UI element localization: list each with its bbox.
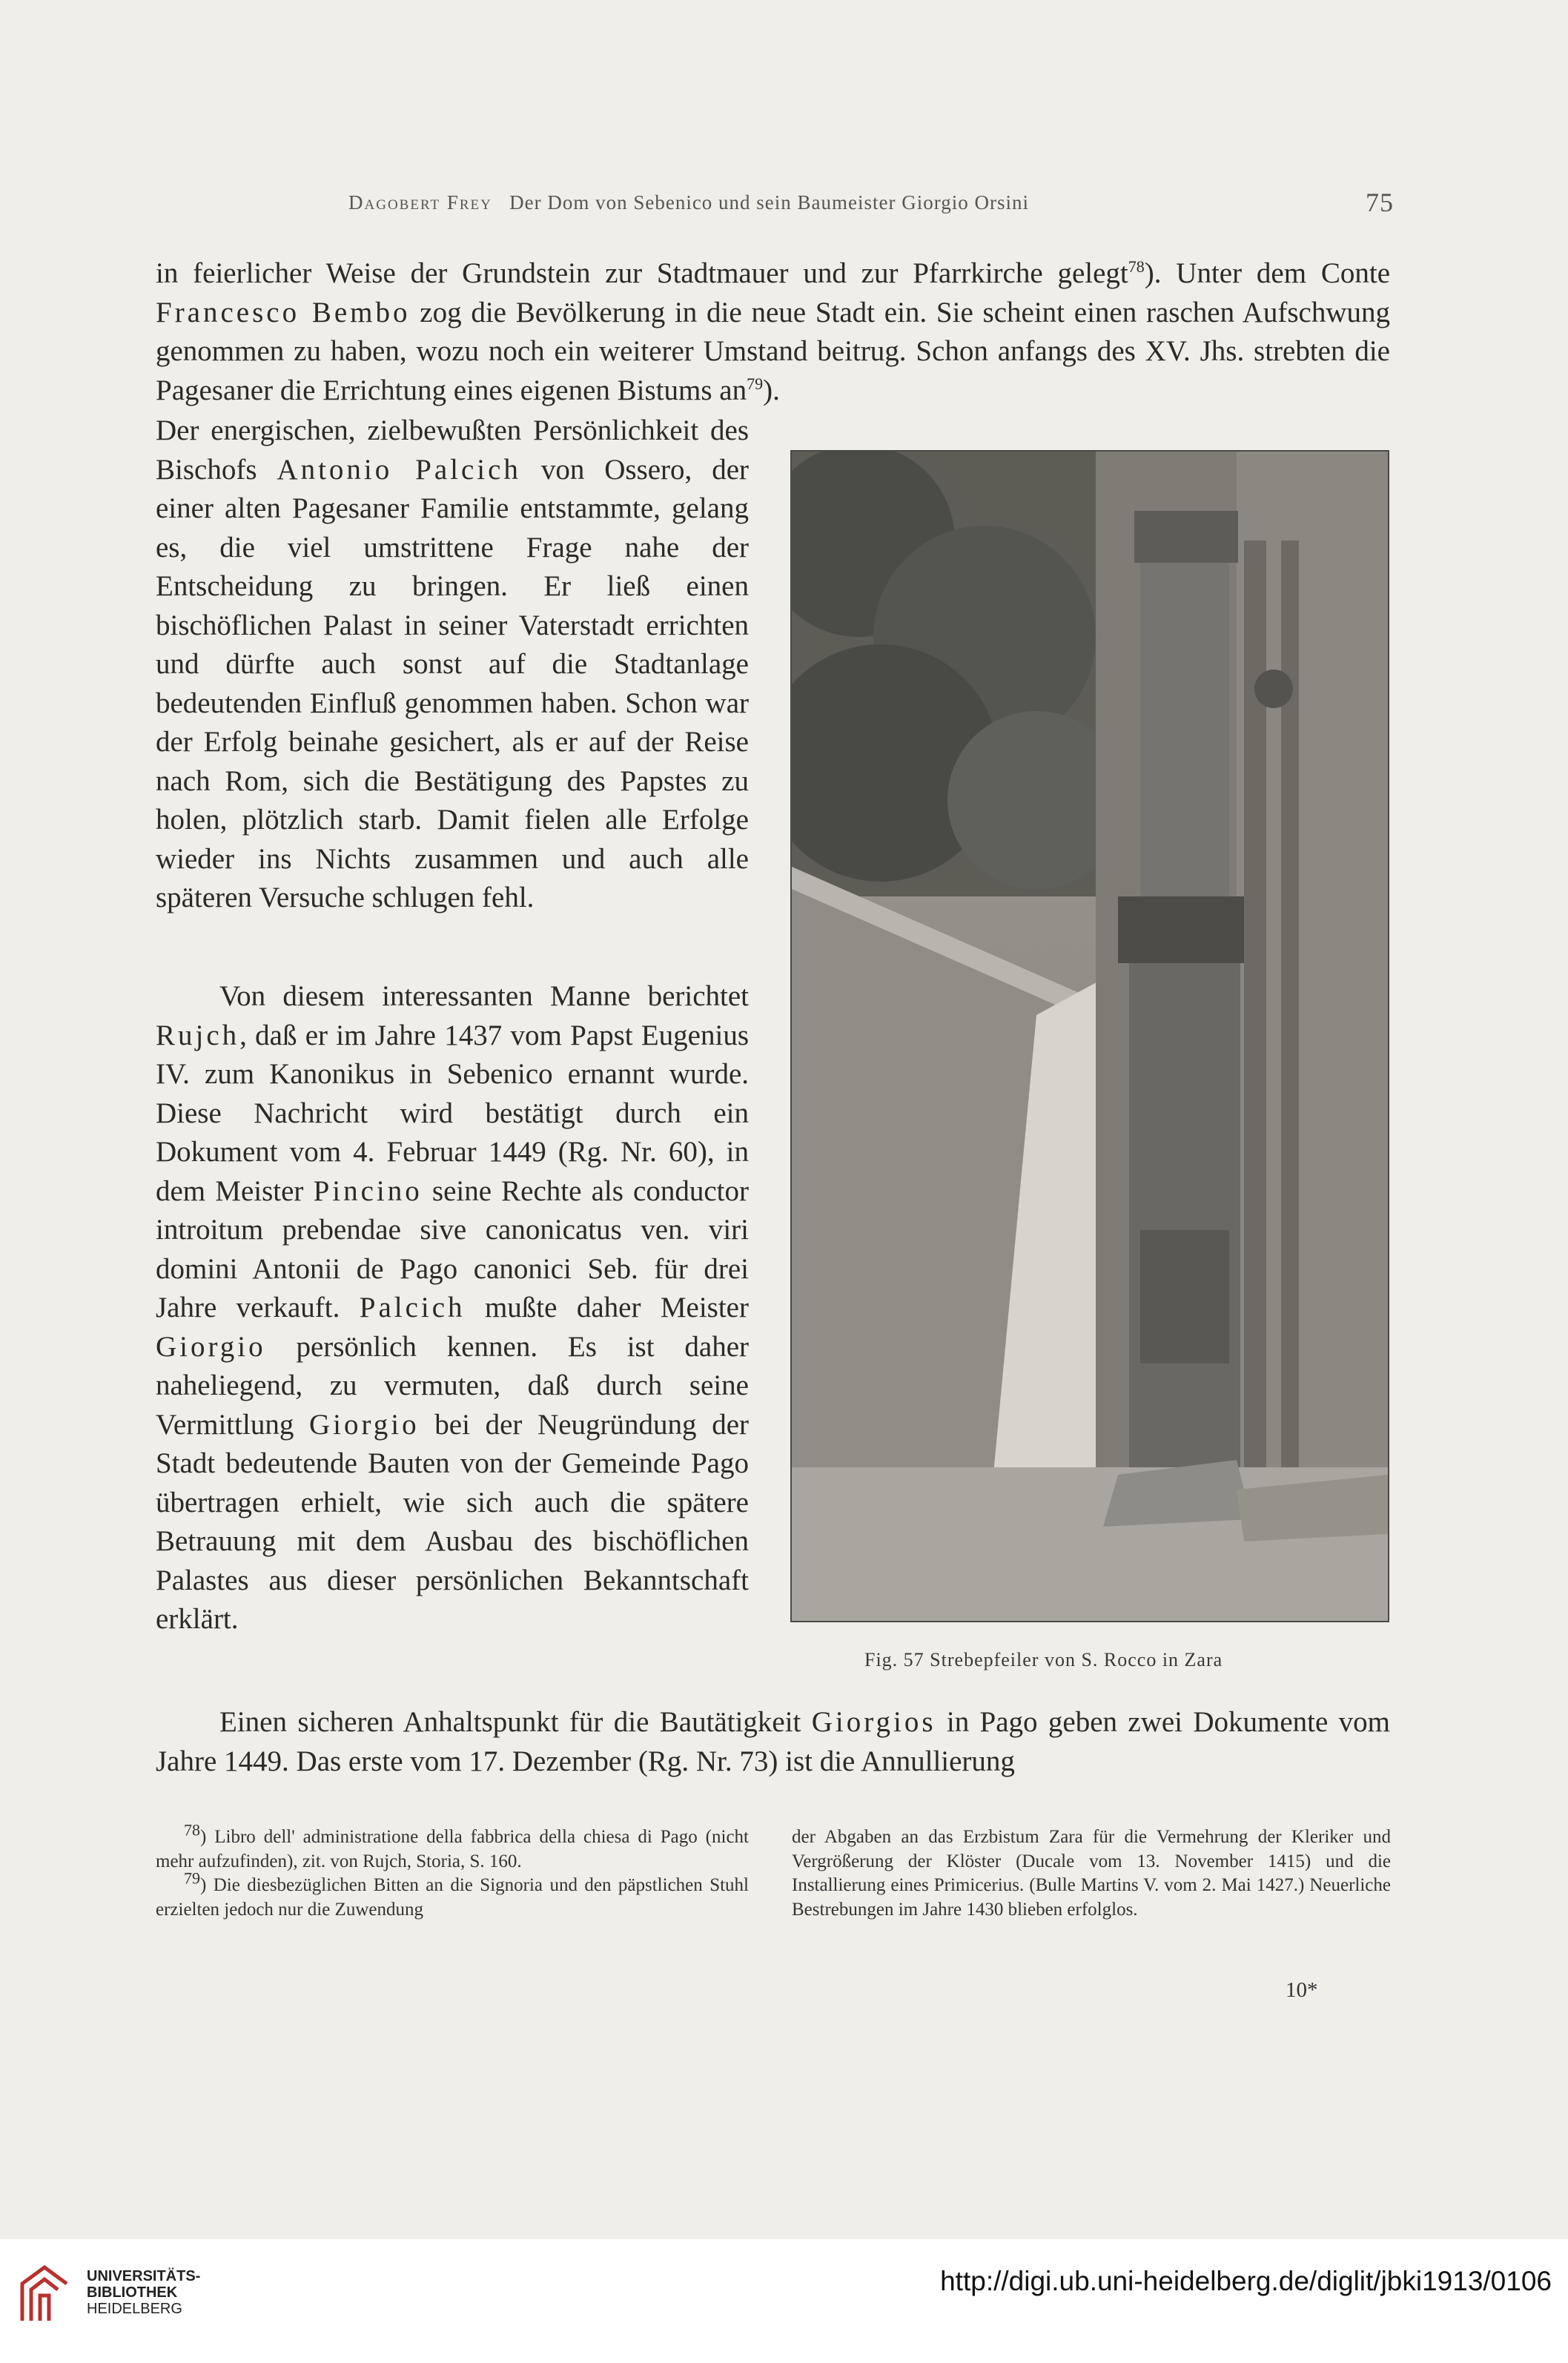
footnote-79: $^{79}$) Die diesbezüglichen Bitten an die Signoria und den päpstlichen Stuhl erzielten jedoch nur die Zuwendung [156,1868,749,1920]
running-header [348,188,1394,217]
carved-head [1254,670,1293,708]
footnote-ref-79[interactable]: 79 [747,374,764,393]
page-number: 75 [1366,188,1394,217]
footnotes-right: der Abgaben an das Erzbistum Zara für die Vermehrung der Kleriker und Vergrößerung der Klöster (Ducale vom 13. November 1415) und die Installierung eines Primicerius. (Bulle Martins V. vom 2. Mai 1427.) Neuerliche Bestrebungen im Jahre 1430 blieben erfolglos. [792,1827,1391,1920]
person-name: Rujch [156,1019,240,1051]
footnote-78: $^{78}$) Libro dell' administratione della fabbrica della chiesa di Pago (nicht mehr aufzufinden), zit. von Rujch, Storia, S. 160. [156,1820,749,1871]
footnote-ref-78[interactable]: 78 [1128,257,1145,276]
buttress-upper [1140,563,1229,911]
footer-bar [0,2239,1568,2363]
person-name: Palcich [359,1292,466,1323]
pinnacle-cap [1134,511,1238,563]
person-name: Pincino [313,1174,423,1207]
person-name: Giorgio [156,1330,266,1363]
person-name: Giorgio [309,1408,420,1441]
footnotes-left [156,1820,749,1922]
person-name: Giorgios [811,1706,936,1738]
capital-ornament [1118,896,1244,963]
paragraph-4: Einen sicheren Anhaltspunkt für die Bautätigkeit Giorgios in Pago geben zwei Dokumente vom Jahre 1449. Das erste vom 17. Dezember (Rg. Nr. 73) ist die Annullierung [156,1706,1390,1777]
signature-mark: 10* [1286,1978,1318,2002]
paragraph-1: in feierlicher Weise der Grundstein zur Stadtmauer und zur Pfarrkirche gelegt$^{78}$). Unter dem Conte Francesco Bembo zog die Bevölkerung in die neue Stadt ein. Sie scheint einen raschen Aufschwung genommen zu haben, wozu noch ein weiterer Umstand beitrug. Schon anfangs des XV. Jhs. strebten die Pagesaner die Errichtung eines eigenen Bistums $an^{79}$). [156,257,1391,406]
person-name: Antonio Palcich [277,453,521,486]
header-title: Der Dom von Sebenico und sein Baumeister Giorgio Orsini [509,191,1030,214]
library-logo-icon[interactable] [15,2261,74,2328]
source-url-link[interactable]: http://digi.ub.uni-heidelberg.de/diglit/jbki1913/0106 [940,2266,1552,2296]
buttress-illustration [792,452,1388,1621]
library-name[interactable]: UNIVERSITÄTS- BIBLIOTHEK HEIDELBERG [87,2268,201,2317]
figure-caption: Fig. 57 Strebepfeiler von S. Rocco in Zara [864,1649,1223,1670]
person-name: Francesco Bembo [156,296,411,328]
figure-photograph [790,450,1389,1622]
paragraph-3: Von diesem interessanten Manne berichtet Rujch, daß er im Jahre 1437 vom Papst Eugenius IV. zum Kanonikus in Sebenico ernannt wurde. Diese Nachricht wird bestätigt durch ein Dokument vom 4. Februar 1449 (Rg. Nr. 60), in dem Meister Pincino seine Rechte als conductor introitum prebendae sive canonicatus ven. viri domini Antonii de Pago canonici Seb. für drei Jahre verkauft. Palcich mußte daher Meister Giorgio persönlich kennen. Es ist daher naheliegend, zu vermuten, daß durch seine Vermittlung Giorgio bei der Neugründung der Stadt bedeutende Bauten von der Gemeinde Pago übertragen erhielt, wie sich auch die spätere Betrauung mit dem Ausbau des bischöflichen Palastes aus dieser persönlichen Bekanntschaft erklärt. [156,980,750,1635]
buttress-lower [1129,963,1240,1482]
header-author: Dagobert Frey [348,191,492,214]
paragraph-2: Der energischen, zielbewußten Persönlichkeit des Bischofs Antonio Palcich von Ossero, der einer alten Pagesaner Familie entstammte, gelang es, die viel umstrittene Frage nahe der Entscheidung zu bringen. Er ließ einen bischöflichen Palast in seiner Vaterstadt errichten und dürfte auch sonst auf die Stadtanlage bedeutenden Einfluß genommen haben. Schon war der Erfolg beinahe gesichert, als er auf der Reise nach Rom, sich die Bestätigung des Papstes zu holen, plötzlich starb. Damit fielen alle Erfolge wieder ins Nichts zusammen und auch alle späteren Versuche schlugen fehl. [156,414,749,913]
